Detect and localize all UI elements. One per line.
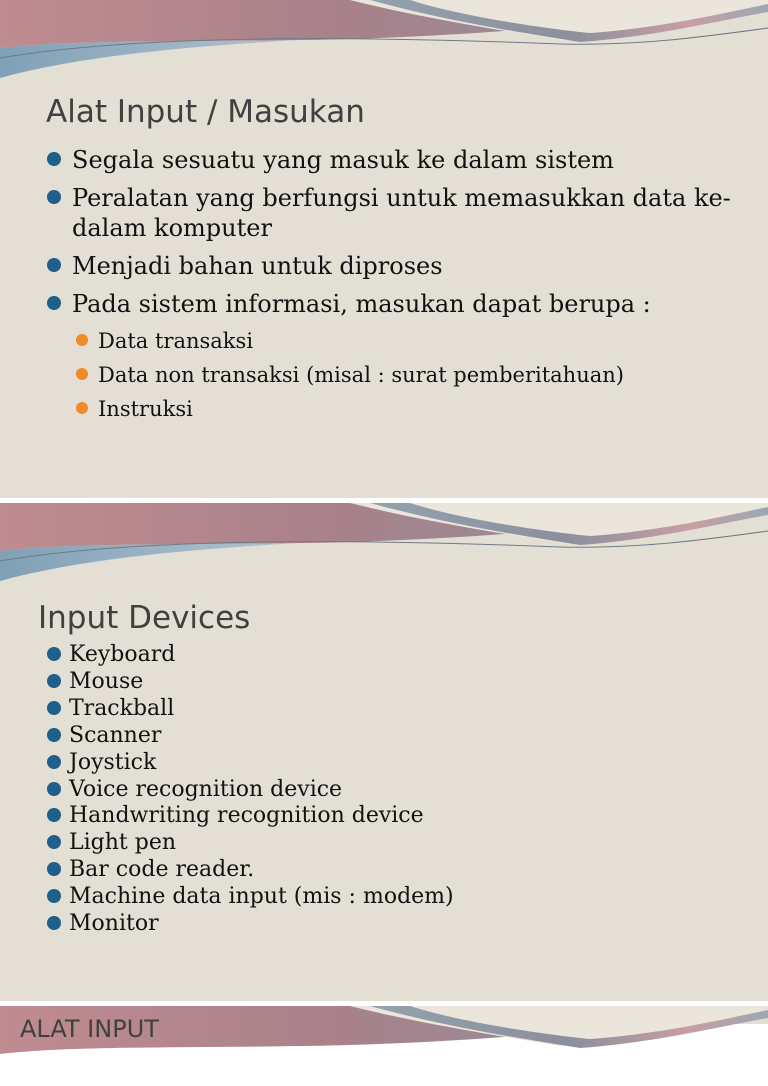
- slide-title: Alat Input / Masukan: [46, 94, 365, 130]
- sub-list-item: Instruksi: [74, 395, 746, 423]
- decorative-wave-banner: [0, 0, 768, 80]
- slide-alat-input: [0, 0, 768, 498]
- slide-alat-input-partial: [0, 1006, 768, 1043]
- list-item: Segala sesuatu yang masuk ke dalam sistem: [46, 145, 746, 175]
- device-list: [46, 642, 746, 938]
- list-item: Light pen: [46, 830, 746, 857]
- sub-list-item: Data transaksi: [74, 327, 746, 355]
- list-item: Mouse: [46, 669, 746, 696]
- slide-title: ALAT INPUT: [20, 1015, 159, 1043]
- sub-list-item: Data non transaksi (misal : surat pemberitahuan): [74, 361, 746, 389]
- bullet-list: [46, 145, 746, 429]
- list-item: Keyboard: [46, 642, 746, 669]
- decorative-wave-banner: [0, 503, 768, 583]
- list-item: Voice recognition device: [46, 777, 746, 804]
- list-item: Peralatan yang berfungsi untuk memasukkan data ke-dalam komputer: [46, 183, 746, 243]
- list-item: Handwriting recognition device: [46, 803, 746, 830]
- list-item: Machine data input (mis : modem): [46, 884, 746, 911]
- slide-input-devices: [0, 503, 768, 1001]
- list-item: Scanner: [46, 723, 746, 750]
- list-item: Monitor: [46, 911, 746, 938]
- list-item: Pada sistem informasi, masukan dapat berupa :: [46, 289, 746, 319]
- list-item: Trackball: [46, 696, 746, 723]
- list-item: Bar code reader.: [46, 857, 746, 884]
- list-item: Menjadi bahan untuk diproses: [46, 251, 746, 281]
- list-item: Joystick: [46, 750, 746, 777]
- slide-title: Input Devices: [38, 600, 251, 636]
